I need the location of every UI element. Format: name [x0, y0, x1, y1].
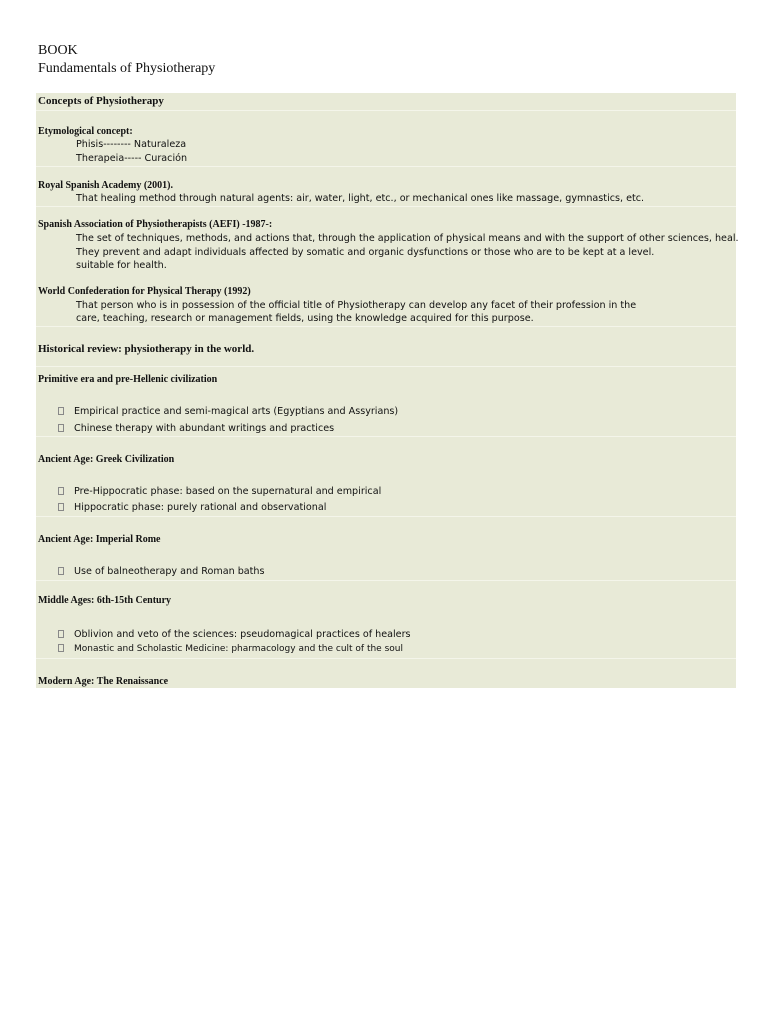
etymological-line-1: Phisis-------- Naturaleza: [76, 139, 187, 150]
list-item: [38, 406, 736, 417]
list-item-text: Oblivion and veto of the sciences: pseudomagical practices of healers: [74, 629, 411, 640]
aefi-text-3: suitable for health.: [76, 260, 167, 271]
list-item-text: Monastic and Scholastic Medicine: pharmacology and the cult of the soul: [74, 644, 403, 654]
row-separator: [36, 366, 736, 367]
concepts-title: Concepts of Physiotherapy: [38, 95, 164, 107]
row-separator: [36, 580, 736, 581]
etymological-line-2: Therapeia----- Curación: [76, 153, 188, 164]
list-item: [38, 629, 736, 640]
list-item-text: Hippocratic phase: purely rational and observational: [74, 502, 327, 513]
bullet-icon: [58, 424, 64, 432]
list-item-text: Use of balneotherapy and Roman baths: [74, 566, 265, 577]
aefi-heading: Spanish Association of Physiotherapists (AEFI) -1987-:: [38, 219, 273, 230]
document-header: [38, 42, 215, 78]
row-separator: [36, 110, 736, 111]
bullet-icon: [58, 644, 64, 652]
row-separator: [36, 166, 736, 167]
row-separator: [36, 436, 736, 437]
section-heading-greek: Ancient Age: Greek Civilization: [38, 454, 175, 465]
list-item: [38, 423, 736, 434]
rae-heading: Royal Spanish Academy (2001).: [38, 180, 174, 191]
bullet-icon: [58, 567, 64, 575]
bullet-icon: [58, 407, 64, 415]
rae-text: That healing method through natural agents: air, water, light, etc., or mechanical ones like massage, gymnastics, etc.: [76, 193, 645, 204]
row-separator: [36, 658, 736, 659]
header-book-title: Fundamentals of Physiotherapy: [38, 61, 216, 76]
wcpt-heading: World Confederation for Physical Therapy (1992): [38, 286, 251, 297]
row-separator: [36, 516, 736, 517]
wcpt-text-2: care, teaching, research or management fields, using the knowledge acquired for this purpose.: [76, 313, 534, 324]
row-separator: [36, 206, 736, 207]
bullet-icon: [58, 630, 64, 638]
section-heading-modern-age: Modern Age: The Renaissance: [38, 676, 169, 687]
etymological-heading: Etymological concept:: [38, 126, 133, 137]
list-item: [38, 502, 736, 513]
history-title: Historical review: physiotherapy in the world.: [38, 343, 255, 355]
bullet-icon: [58, 503, 64, 511]
list-item: [38, 644, 736, 654]
bullet-icon: [58, 487, 64, 495]
row-separator: [36, 326, 736, 327]
aefi-text-1: The set of techniques, methods, and actions that, through the application of physical means and with the support of other sciences, heal.: [76, 233, 739, 244]
section-heading-middle-ages: Middle Ages: 6th-15th Century: [38, 595, 172, 606]
list-item-text: Pre-Hippocratic phase: based on the supernatural and empirical: [74, 486, 382, 497]
list-item: [38, 566, 736, 577]
wcpt-text-1: That person who is in possession of the official title of Physiotherapy can develop any facet of their profession in the: [76, 300, 637, 311]
list-item-text: Empirical practice and semi-magical arts (Egyptians and Assyrians): [74, 406, 399, 417]
list-item: [38, 486, 736, 497]
aefi-text-2: They prevent and adapt individuals affected by somatic and organic dysfunctions or those who are to be kept at a level.: [76, 247, 655, 258]
header-book-label: BOOK: [38, 43, 78, 58]
list-item-text: Chinese therapy with abundant writings and practices: [74, 423, 335, 434]
section-heading-primitive: Primitive era and pre-Hellenic civilization: [38, 374, 218, 385]
section-heading-rome: Ancient Age: Imperial Rome: [38, 534, 161, 545]
